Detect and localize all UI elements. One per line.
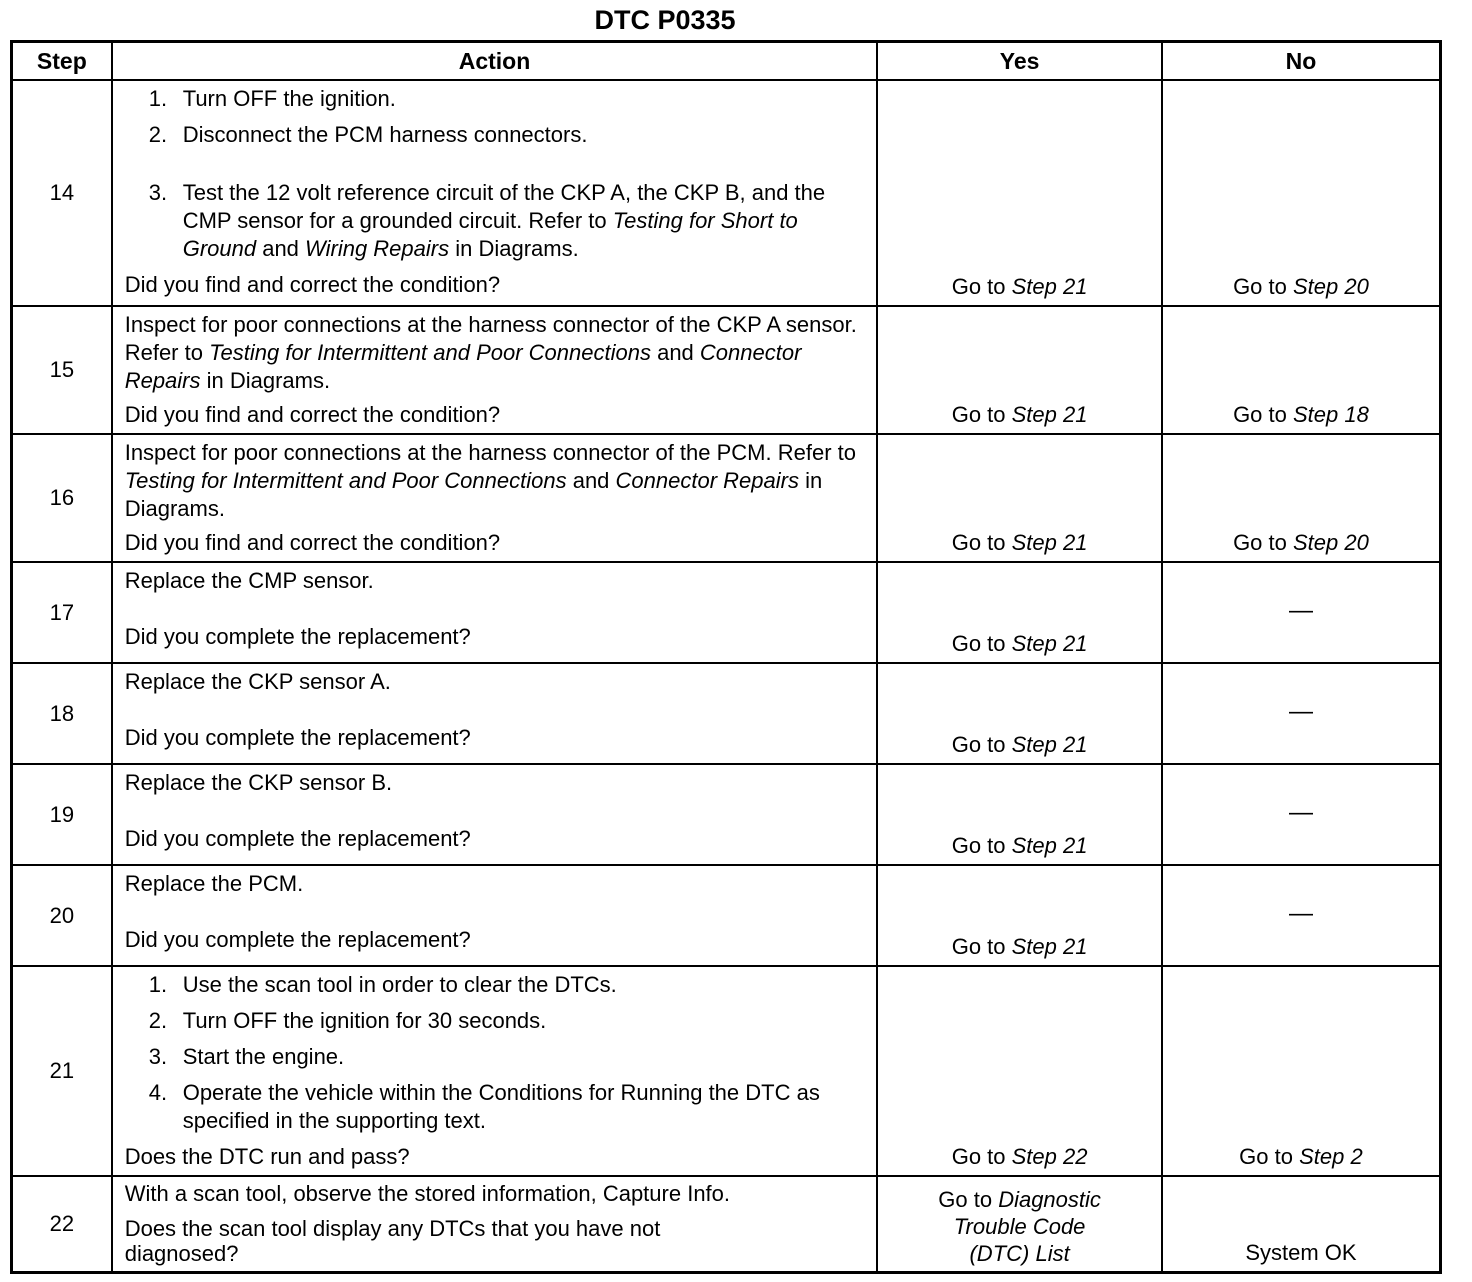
action-text: Replace the CMP sensor. xyxy=(124,568,374,593)
step-number: 20 xyxy=(12,865,112,966)
table-row xyxy=(12,562,1441,663)
header-row xyxy=(12,42,1441,81)
header-yes: Yes xyxy=(877,42,1162,81)
list-number: 3. xyxy=(148,1044,168,1069)
list-text: Use the scan tool in order to clear the DTCs. xyxy=(182,972,617,997)
action-text: Replace the CKP sensor B. xyxy=(124,770,393,795)
header-no: No xyxy=(1162,42,1441,81)
list-item xyxy=(149,1007,867,1035)
action-question: Did you complete the replacement? xyxy=(124,624,471,649)
action-question: Did you find and correct the condition? xyxy=(124,402,501,427)
step-number: 22 xyxy=(12,1176,112,1272)
action-cell xyxy=(112,1176,878,1272)
list-text: Operate the vehicle within the Conditions for Running the DTC as specified in the supporting text. xyxy=(182,1080,820,1133)
diagnostic-table xyxy=(10,40,1442,1274)
action-cell xyxy=(112,80,878,306)
list-number: 2. xyxy=(148,1008,168,1033)
text-run: Test the 12 volt reference circuit of the CKP A, the CKP B, and the CMP sensor for a grounded circuit. Refer to xyxy=(182,180,826,233)
yes-step-link: Step 21 xyxy=(1011,934,1088,959)
no-step-link: Step 20 xyxy=(1292,274,1369,299)
no-step-link: Step 20 xyxy=(1292,530,1369,555)
action-cell xyxy=(112,434,878,562)
yes-cell xyxy=(877,306,1162,434)
action-question: Did you complete the replacement? xyxy=(124,725,471,750)
action-question: Did you complete the replacement? xyxy=(124,826,471,851)
reference-link: Connector Repairs xyxy=(124,340,802,393)
text-run: and xyxy=(256,236,306,261)
table-row xyxy=(12,865,1441,966)
list-item xyxy=(149,121,867,149)
list-number: 1. xyxy=(148,972,168,997)
action-question: Did you find and correct the condition? xyxy=(124,530,501,555)
reference-link: Wiring Repairs xyxy=(305,236,450,261)
goto-label: Go to xyxy=(951,274,1012,299)
action-list xyxy=(125,971,867,1135)
list-text: Turn OFF the ignition. xyxy=(182,86,396,111)
goto-label: Go to xyxy=(951,934,1012,959)
text-run: and xyxy=(650,340,700,365)
no-cell: — xyxy=(1162,764,1441,865)
no-cell xyxy=(1162,434,1441,562)
step-number: 14 xyxy=(12,80,112,306)
dtc-list-link: Diagnostic Trouble Code (DTC) List xyxy=(953,1186,1101,1266)
yes-cell xyxy=(877,663,1162,764)
text-run: in Diagrams. xyxy=(124,468,823,521)
action-text: With a scan tool, observe the stored information, Capture Info. xyxy=(124,1181,731,1206)
action-question: Did you complete the replacement? xyxy=(124,927,471,952)
list-number: 2. xyxy=(148,122,168,147)
yes-step-link: Step 21 xyxy=(1011,402,1088,427)
action-cell xyxy=(112,764,878,865)
yes-cell xyxy=(877,562,1162,663)
step-number: 21 xyxy=(12,966,112,1176)
text-run: in Diagrams. xyxy=(200,368,331,393)
no-cell: System OK xyxy=(1162,1176,1441,1272)
table-row xyxy=(12,966,1441,1176)
action-list xyxy=(125,85,867,263)
yes-step-link: Step 21 xyxy=(1011,833,1088,858)
action-cell xyxy=(112,663,878,764)
list-item xyxy=(149,179,867,263)
yes-cell xyxy=(877,966,1162,1176)
spacer xyxy=(125,696,867,724)
no-cell xyxy=(1162,306,1441,434)
text-run: Inspect for poor connections at the harness connector of the PCM. Refer to xyxy=(124,440,856,465)
reference-link: Testing for Intermittent and Poor Connections xyxy=(124,468,567,493)
spacer xyxy=(125,797,867,825)
yes-cell xyxy=(877,865,1162,966)
yes-cell xyxy=(877,764,1162,865)
goto-label: Go to xyxy=(951,530,1012,555)
action-cell xyxy=(112,306,878,434)
reference-link: Testing for Short to Ground xyxy=(182,208,798,261)
list-number: 3. xyxy=(148,180,168,205)
yes-cell xyxy=(877,1176,1162,1272)
header-action: Action xyxy=(112,42,878,81)
action-question: Did you find and correct the condition? xyxy=(124,272,501,297)
list-number: 4. xyxy=(148,1080,168,1105)
yes-step-link: Step 21 xyxy=(1011,732,1088,757)
yes-cell xyxy=(877,80,1162,306)
list-text xyxy=(183,179,867,263)
action-cell xyxy=(112,562,878,663)
action-cell xyxy=(112,865,878,966)
goto-label: Go to xyxy=(951,732,1012,757)
no-step-link: Step 2 xyxy=(1299,1144,1363,1169)
yes-step-link: Step 21 xyxy=(1011,631,1088,656)
reference-link: Connector Repairs xyxy=(615,468,799,493)
spacer xyxy=(125,898,867,926)
list-text: Turn OFF the ignition for 30 seconds. xyxy=(182,1008,547,1033)
step-number: 17 xyxy=(12,562,112,663)
list-text: Start the engine. xyxy=(182,1044,345,1069)
no-step-link: Step 18 xyxy=(1292,402,1369,427)
step-number: 18 xyxy=(12,663,112,764)
yes-step-link: Step 22 xyxy=(1011,1144,1088,1169)
action-text: Replace the PCM. xyxy=(124,871,304,896)
step-number: 16 xyxy=(12,434,112,562)
list-item xyxy=(149,971,867,999)
header-step: Step xyxy=(12,42,112,81)
text-run: and xyxy=(566,468,616,493)
yes-step-link: Step 21 xyxy=(1011,530,1088,555)
step-number: 19 xyxy=(12,764,112,865)
action-question: Does the DTC run and pass? xyxy=(124,1144,410,1169)
table-row xyxy=(12,764,1441,865)
text-run: Inspect for poor connections at the harness connector of the CKP A sensor. Refer to xyxy=(124,312,857,365)
step-number: 15 xyxy=(12,306,112,434)
table-row xyxy=(12,663,1441,764)
goto-label: Go to xyxy=(951,631,1012,656)
action-text: Replace the CKP sensor A. xyxy=(124,669,391,694)
no-cell: — xyxy=(1162,663,1441,764)
action-text xyxy=(125,311,867,395)
goto-label: Go to xyxy=(1233,402,1293,427)
table-row xyxy=(12,434,1441,562)
reference-link: Testing for Intermittent and Poor Connections xyxy=(209,340,651,365)
text-run: in Diagrams. xyxy=(449,236,579,261)
action-text xyxy=(125,439,867,523)
table-row xyxy=(12,80,1441,306)
list-item xyxy=(149,85,867,113)
goto-label: Go to xyxy=(1239,1144,1300,1169)
goto-label: Go to xyxy=(1233,274,1293,299)
table-row xyxy=(12,1176,1441,1272)
action-cell xyxy=(112,966,878,1176)
no-cell: — xyxy=(1162,865,1441,966)
goto-label: Go to xyxy=(951,1144,1012,1169)
yes-step-link: Step 21 xyxy=(1011,274,1088,299)
goto-label: Go to xyxy=(1233,530,1293,555)
list-text: Disconnect the PCM harness connectors. xyxy=(182,122,588,147)
goto-label: Go to xyxy=(938,1186,999,1212)
no-cell xyxy=(1162,966,1441,1176)
list-item xyxy=(149,1043,867,1071)
list-item xyxy=(149,1079,867,1135)
list-number: 1. xyxy=(148,86,168,111)
yes-cell xyxy=(877,434,1162,562)
goto-label: Go to xyxy=(951,833,1012,858)
page-title: DTC P0335 xyxy=(594,5,736,35)
goto-label: Go to xyxy=(951,402,1012,427)
no-cell xyxy=(1162,80,1441,306)
table-row xyxy=(12,306,1441,434)
spacer xyxy=(125,595,867,623)
no-cell: — xyxy=(1162,562,1441,663)
action-question: Does the scan tool display any DTCs that you have not diagnosed? xyxy=(124,1216,661,1266)
